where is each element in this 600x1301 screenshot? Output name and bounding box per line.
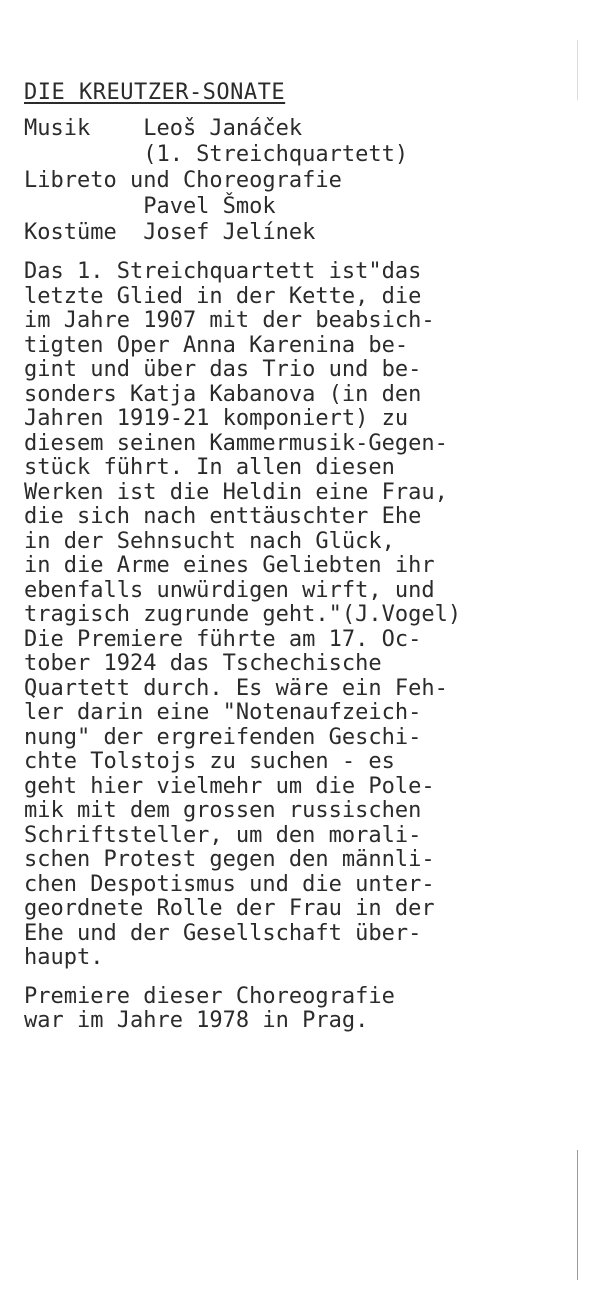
text-line: in der Sehnsucht nach Glück, — [24, 528, 395, 554]
body-paragraph — [24, 260, 584, 971]
text-line: ler darin eine "Notenaufzeich- — [24, 700, 422, 725]
text-line: chte Tolstojs zu suchen - es — [24, 749, 395, 774]
closing-paragraph — [24, 985, 584, 1034]
credit-line: (1. Streichquartett) — [24, 142, 409, 167]
text-line: Ehe und der Gesellschaft über- — [24, 920, 422, 946]
credit-line: Musik Leoš Janáček — [24, 116, 303, 141]
text-line: Werken ist die Heldin eine Frau, — [24, 479, 448, 505]
text-line: Quartett durch. Es wäre ein Feh- — [24, 675, 448, 701]
text-line: nung" der ergreifenden Geschi- — [24, 724, 422, 750]
document-page — [24, 80, 584, 1034]
text-line: geht hier vielmehr um die Pole- — [24, 773, 435, 799]
credit-line: Libreto und Choreografie — [24, 168, 342, 193]
text-line: Die Premiere führte am 17. Oc- — [24, 626, 422, 652]
text-line: die sich nach enttäuschter Ehe — [24, 504, 422, 529]
text-line: gint und über das Trio und be- — [24, 357, 422, 382]
text-line: geordnete Rolle der Frau in der — [24, 896, 435, 921]
credit-line: Kostüme Josef Jelínek — [24, 220, 316, 245]
text-line: Schriftsteller, um den morali- — [24, 822, 422, 848]
credit-line: Pavel Šmok — [24, 194, 276, 219]
text-line: Das 1. Streichquartett ist"das — [24, 259, 422, 284]
text-line: tigten Oper Anna Karenina be- — [24, 332, 409, 358]
text-line: schen Protest gegen den männli- — [24, 847, 435, 872]
text-line: mik mit dem grossen russischen — [24, 798, 422, 823]
text-line: sonders Katja Kabanova (in den — [24, 381, 422, 407]
text-line: tragisch zugrunde geht."(J.Vogel) — [24, 602, 462, 627]
page-edge-mark — [577, 40, 578, 100]
text-line: haupt. — [24, 945, 104, 970]
text-line: Jahren 1919-21 komponiert) zu — [24, 406, 409, 431]
text-line: diesem seinen Kammermusik-Gegen- — [24, 430, 448, 456]
text-line: stück führt. In allen diesen — [24, 455, 395, 480]
text-line: chen Despotismus und die unter- — [24, 871, 435, 897]
text-line: Premiere dieser Choreografie — [24, 983, 395, 1009]
text-line: war im Jahre 1978 in Prag. — [24, 1008, 369, 1033]
text-line: ebenfalls unwürdigen wirft, und — [24, 577, 435, 603]
credits-block — [24, 116, 584, 246]
document-title: DIE KREUTZER-SONATE — [24, 80, 286, 105]
text-line: in die Arme eines Geliebten ihr — [24, 553, 435, 578]
page-edge-mark — [577, 1150, 578, 1280]
text-line: tober 1924 das Tschechische — [24, 651, 382, 676]
text-line: im Jahre 1907 mit der beabsich- — [24, 308, 435, 333]
text-line: letzte Glied in der Kette, die — [24, 283, 422, 309]
